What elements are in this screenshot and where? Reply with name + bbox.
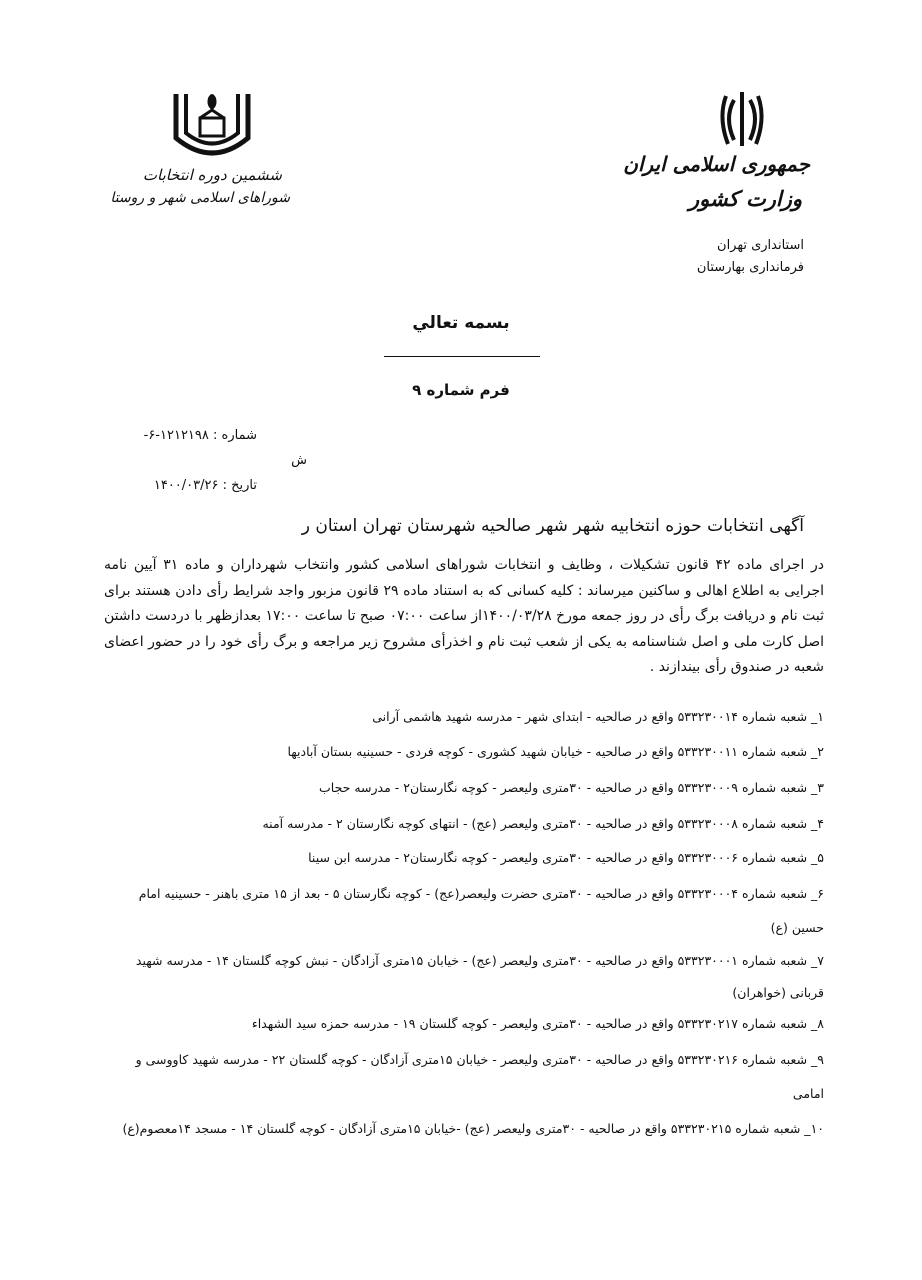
ministry-header — [623, 90, 810, 290]
branch-item: ۶_ شعبه شماره ۵۳۳۲۳۰۰۰۴ واقع در صالحیه - ۳۰متری حضرت ولیعصر(عج) - کوچه نگارستان ۵ - بعد از ۱۵ متری باهنر - حسینیه امام حسین (ع) — [138, 886, 824, 935]
letter-number: شماره : ۱۲۱۲۱۹۸-۶- — [143, 428, 257, 443]
branch-item: ۱۰_ شعبه شماره ۵۳۳۲۳۰۲۱۵ واقع در صالحیه - ۳۰متری ولیعصر (عج) -خیابان ۱۵متری آزادگان - کوچه گلستان ۱۴ - مسجد ۱۴معصوم(ع) — [122, 1121, 824, 1136]
election-logo — [110, 88, 290, 228]
form-number: فرم شماره ۹ — [412, 381, 510, 399]
branch-item: ۷_ شعبه شماره ۵۳۳۲۳۰۰۰۱ واقع در صالحیه - ۳۰متری ولیعصر (عج) - خیابان ۱۵متری آزادگان - نبش کوچه گلستان ۱۴ - مدرسه شهید قربانی (خواهران) — [135, 953, 824, 1000]
letter-date: تاريخ : ۱۴۰۰/۰۳/۲۶ — [153, 478, 257, 493]
election-logo-caption-line1: ششمین دوره انتخابات — [142, 166, 282, 184]
letter-sh-mark: ش — [291, 453, 307, 468]
branch-list — [104, 702, 824, 1178]
branch-item: ۴_ شعبه شماره ۵۳۳۲۳۰۰۰۸ واقع در صالحیه - ۳۰متری ولیعصر (عج) - انتهای کوچه نگارستان ۲ - مدرسه آمنه — [262, 816, 824, 831]
iran-emblem-icon — [720, 90, 764, 148]
notice-intro-paragraph: در اجرای ماده ۴۲ قانون تشکیلات ، وظایف و انتخابات شوراهای اسلامی کشور وانتخاب شهرداران و ماده ۳۱ آیین نامه اجرایی به اطلاع اهالی و ساکنین میرساند : کلیه کسانی که به استناد ماده ۲۹ قانون مزبور واجد شرایط رأی دادن هستند برای ثبت نام و دریافت برگ رأی در روز جمعه مورخ ۱۴۰۰/۰۳/۲۸از ساعت ۰۷:۰۰ صبح تا ساعت ۱۷:۰۰ بعدازظهر با دردست داشتن اصل کارت ملی و اصل شناسنامه به یکی از شعب ثبت نام و اخذرأی مشروح زیر مراجعه و برگ رأی خود را در حضور اعضای شعبه در صندوق رأی بیندازند . — [104, 557, 825, 676]
ministry-name: وزارت کشور — [688, 186, 802, 211]
bismillah-heading: بسمه تعالي — [412, 313, 510, 333]
ballot-box-emblem-icon — [172, 88, 252, 166]
office-line2: فرمانداری بهارستان — [696, 260, 804, 275]
notice-title: آگهی انتخابات حوزه انتخابیه شهر شهر صالحیه شهرستان تهران استان ر — [301, 516, 804, 536]
branch-item: ۲_ شعبه شماره ۵۳۳۲۳۰۰۱۱ واقع در صالحیه - خیابان شهید کشوری - کوچه فردی - حسینیه بستان آبادیها — [287, 744, 824, 759]
country-name: جمهوری اسلامی ایران — [623, 152, 810, 176]
branch-item: ۸_ شعبه شماره ۵۳۳۲۳۰۲۱۷ واقع در صالحیه - ۳۰متری ولیعصر - کوچه گلستان ۱۹ - مدرسه حمزه سید الشهداء — [251, 1016, 824, 1031]
election-logo-caption-line2: شوراهای اسلامی شهر و روستا — [110, 190, 290, 206]
branch-item: ۱_ شعبه شماره ۵۳۳۲۳۰۰۱۴ واقع در صالحیه - ابتدای شهر - مدرسه شهید هاشمی آرانی — [372, 709, 824, 724]
heading-divider — [384, 356, 540, 357]
office-line1: استانداری تهران — [717, 238, 804, 253]
branch-item: ۹_ شعبه شماره ۵۳۳۲۳۰۲۱۶ واقع در صالحیه - ۳۰متری ولیعصر - خیابان ۱۵متری آزادگان - کوچه گلستان ۲۲ - مدرسه شهید کاووسی و امامی — [135, 1052, 824, 1101]
branch-item: ۵_ شعبه شماره ۵۳۳۲۳۰۰۰۶ واقع در صالحیه - ۳۰متری ولیعصر - کوچه نگارستان۲ - مدرسه ابن سینا — [308, 850, 824, 865]
branch-item: ۳_ شعبه شماره ۵۳۳۲۳۰۰۰۹ واقع در صالحیه - ۳۰متری ولیعصر - کوچه نگارستان۲ - مدرسه حجاب — [319, 780, 824, 795]
